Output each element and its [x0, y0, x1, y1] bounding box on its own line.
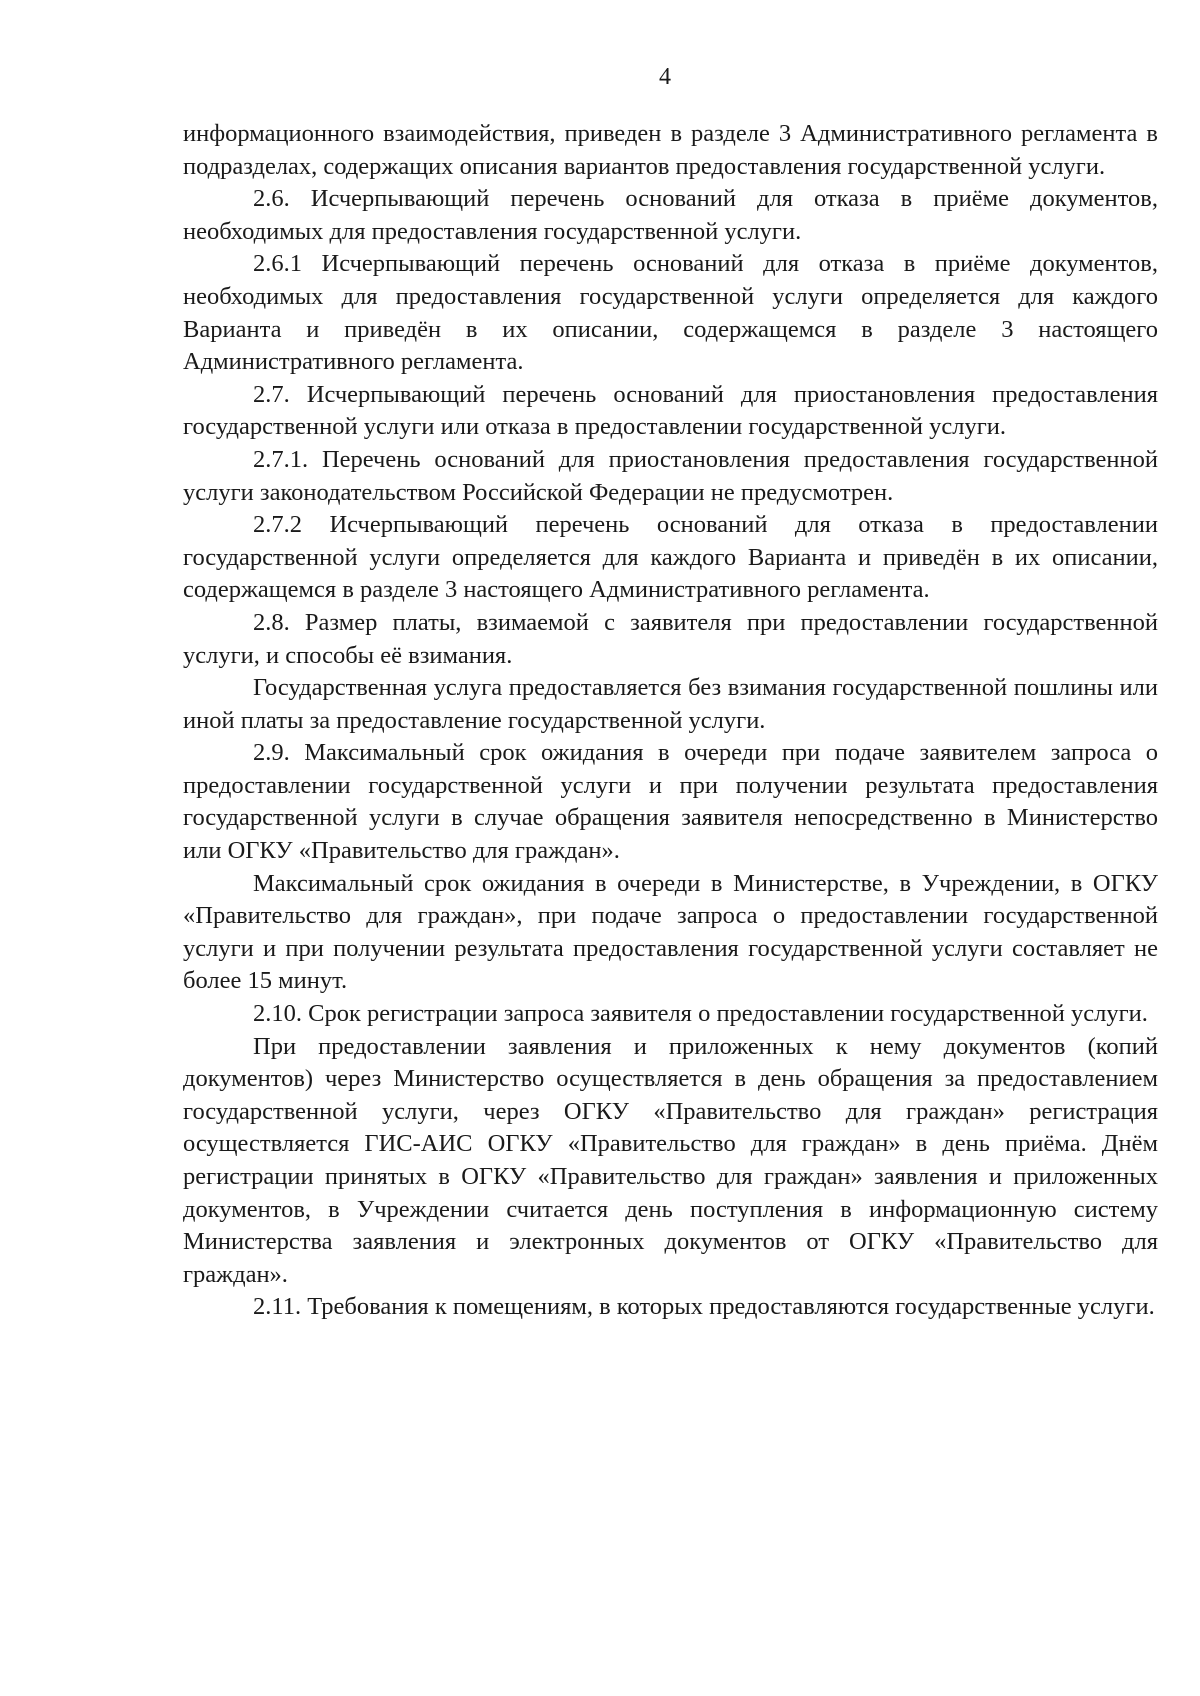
paragraph-2-9: 2.9. Максимальный срок ожидания в очереди при подаче заявителем запроса о предоставлении государственной услуги и при получении результата предоставления государственной услуги в случае обращения заявителя непосредственно в Министерство или ОГКУ «Правительство для граждан».	[183, 739, 1158, 865]
paragraph-max-wait-time: Максимальный срок ожидания в очереди в Министерстве, в Учреждении, в ОГКУ «Правительство для граждан», при подаче запроса о предоставлении государственной услуги и при получении результата предоставления государственной услуги составляет не более 15 минут.	[183, 869, 1158, 995]
paragraph-2-6-1: 2.6.1 Исчерпывающий перечень оснований для отказа в приёме документов, необходимых для предоставления государственной услуги определяется для каждого Варианта и приведён в их описании, содержащемся в разделе 3 настоящего Административного регламента.	[183, 250, 1158, 376]
paragraph-2-7-1: 2.7.1. Перечень оснований для приостановления предоставления государственной услуги законодательством Российской Федерации не предусмотрен.	[183, 445, 1158, 506]
paragraph-2-7-2: 2.7.2 Исчерпывающий перечень оснований для отказа в предоставлении государственной услуги определяется для каждого Варианта и приведён в их описании, содержащемся в разделе 3 настоящего Административного регламента.	[183, 511, 1158, 604]
paragraph-2-11: 2.11. Требования к помещениям, в которых предоставляются государственные услуги.	[253, 1293, 1155, 1321]
document-body	[183, 118, 1158, 1324]
paragraph-2-7: 2.7. Исчерпывающий перечень оснований для приостановления предоставления государственной услуги или отказа в предоставлении государственной услуги.	[183, 380, 1158, 441]
paragraph-registration: При предоставлении заявления и приложенных к нему документов (копий документов) через Министерство осуществляется в день обращения за предоставлением государственной услуги, через ОГКУ «Правительство для граждан» регистрация осуществляется ГИС-АИС ОГКУ «Правительство для граждан» в день приёма. Днём регистрации принятых в ОГКУ «Правительство для граждан» заявления и приложенных документов, в Учреждении считается день поступления в информационную систему Министерства заявления и электронных документов от ОГКУ «Правительство для граждан».	[183, 1032, 1158, 1288]
paragraph-2-6: 2.6. Исчерпывающий перечень оснований для отказа в приёме документов, необходимых для предоставления государственной услуги.	[183, 185, 1158, 245]
page-number: 4	[659, 64, 671, 90]
paragraph-fee-free: Государственная услуга предоставляется без взимания государственной пошлины или иной платы за предоставление государственной услуги.	[183, 674, 1158, 734]
paragraph-continuation: информационного взаимодействия, приведен в разделе 3 Административного регламента в подразделах, содержащих описания вариантов предоставления государственной услуги.	[183, 120, 1158, 180]
paragraph-2-10: 2.10. Срок регистрации запроса заявителя о предоставлении государственной услуги.	[253, 1000, 1148, 1028]
paragraph-2-8: 2.8. Размер платы, взимаемой с заявителя при предоставлении государственной услуги, и способы её взимания.	[183, 608, 1158, 669]
